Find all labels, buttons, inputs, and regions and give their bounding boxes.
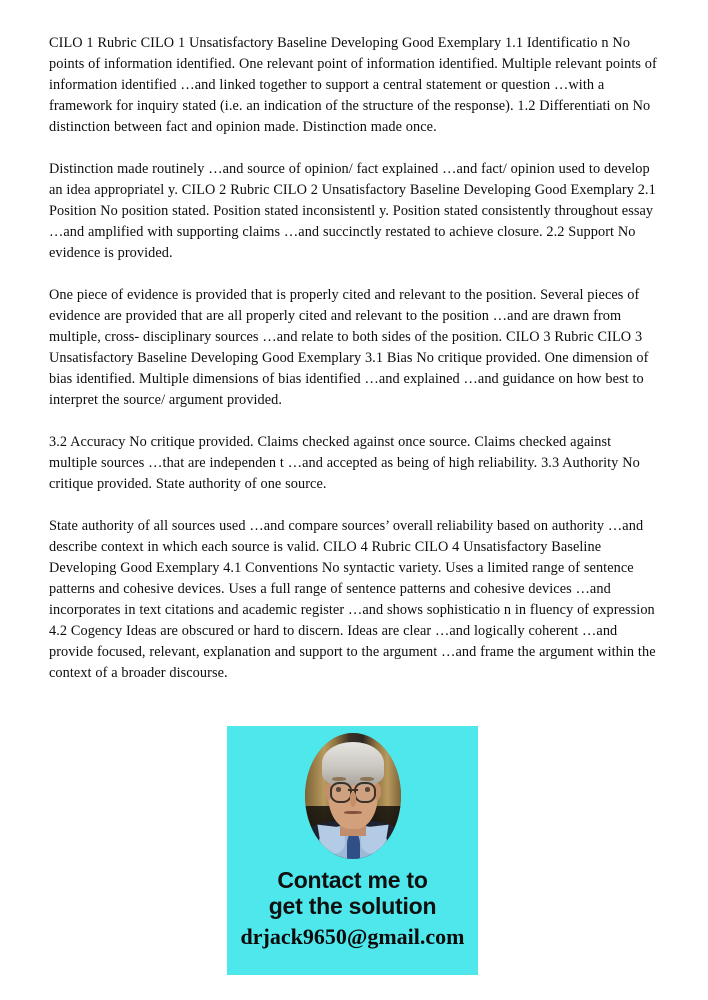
- contact-email-address[interactable]: drjack9650@gmail.com: [240, 924, 465, 949]
- portrait-eyebrow-right: [360, 777, 374, 781]
- portrait-eyeglass-lens-right: [354, 782, 376, 802]
- contact-headline-line2: get the solution: [268, 893, 437, 919]
- portrait-eyeglass-lens-left: [330, 782, 352, 802]
- paragraph-cilo-3: One piece of evidence is provided that is properly cited and relevant to the position. Several pieces of evidence are provided that are all properly cited and relevant to the position …and are drawn from multiple, cross- disciplinary sources …and relate to both sides of the position. CILO 3 Rubric CILO 3 Unsatisfactory Baseline Developing Good Exemplary 3.1 Bias No critique provided. One dimension of bias identified. Multiple dimensions of bias identified …and explained …and guidance on how best to interpret the source/ argument provided.: [49, 287, 649, 408]
- portrait-eyeglass-bridge: [348, 789, 358, 791]
- paragraph-cilo-1: CILO 1 Rubric CILO 1 Unsatisfactory Baseline Developing Good Exemplary 1.1 Identificatio n No points of information identified. One relevant point of information identified. Multiple relevant points of information identified …and linked together to support a central statement or question …with a framework for inquiry stated (i.e. an indication of the structure of the response). 1.2 Differentiati on No distinction between fact and opinion made. Distinction made once.: [49, 35, 657, 135]
- paragraph-cilo-4: State authority of all sources used …and compare sources’ overall reliability based on authority …and describe context in which each source is valid. CILO 4 Rubric CILO 4 Unsatisfactory Baseline Developing Good Exemplary 4.1 Conventions No syntactic variety. Uses a limited range of sentence patterns and cohesive devices. Uses a full range of sentence patterns and cohesive devices …and incorporates in text citations and academic register …and shows sophisticatio n in fluency of expression 4.2 Cogency Ideas are obscured or hard to discern. Ideas are clear …and logically coherent …and provide focused, relevant, explanation and support to the argument …and frame the argument within the context of a broader discourse.: [49, 518, 656, 681]
- portrait-necktie: [347, 834, 359, 859]
- portrait-photo: [305, 733, 401, 859]
- portrait-eyebrow-left: [332, 777, 346, 781]
- contact-promo-card: [227, 726, 478, 975]
- portrait-mouth: [344, 811, 361, 814]
- paragraph-cilo-2: Distinction made routinely …and source of opinion/ fact explained …and fact/ opinion used to develop an idea appropriatel y. CILO 2 Rubric CILO 2 Unsatisfactory Baseline Developing Good Exemplary 2.1 Position No position stated. Position stated inconsistentl y. Position stated consistently throughout essay …and amplified with supporting claims …and succinctly restated to achieve closure. 2.2 Support No evidence is provided.: [49, 161, 656, 261]
- contact-headline-line1: Contact me to: [277, 867, 428, 893]
- paragraph-accuracy-authority: 3.2 Accuracy No critique provided. Claims checked against once source. Claims checked against multiple sources …that are independen t …and accepted as being of high reliability. 3.3 Authority No critique provided. State authority of one source.: [49, 434, 640, 492]
- document-body-text: [49, 33, 661, 684]
